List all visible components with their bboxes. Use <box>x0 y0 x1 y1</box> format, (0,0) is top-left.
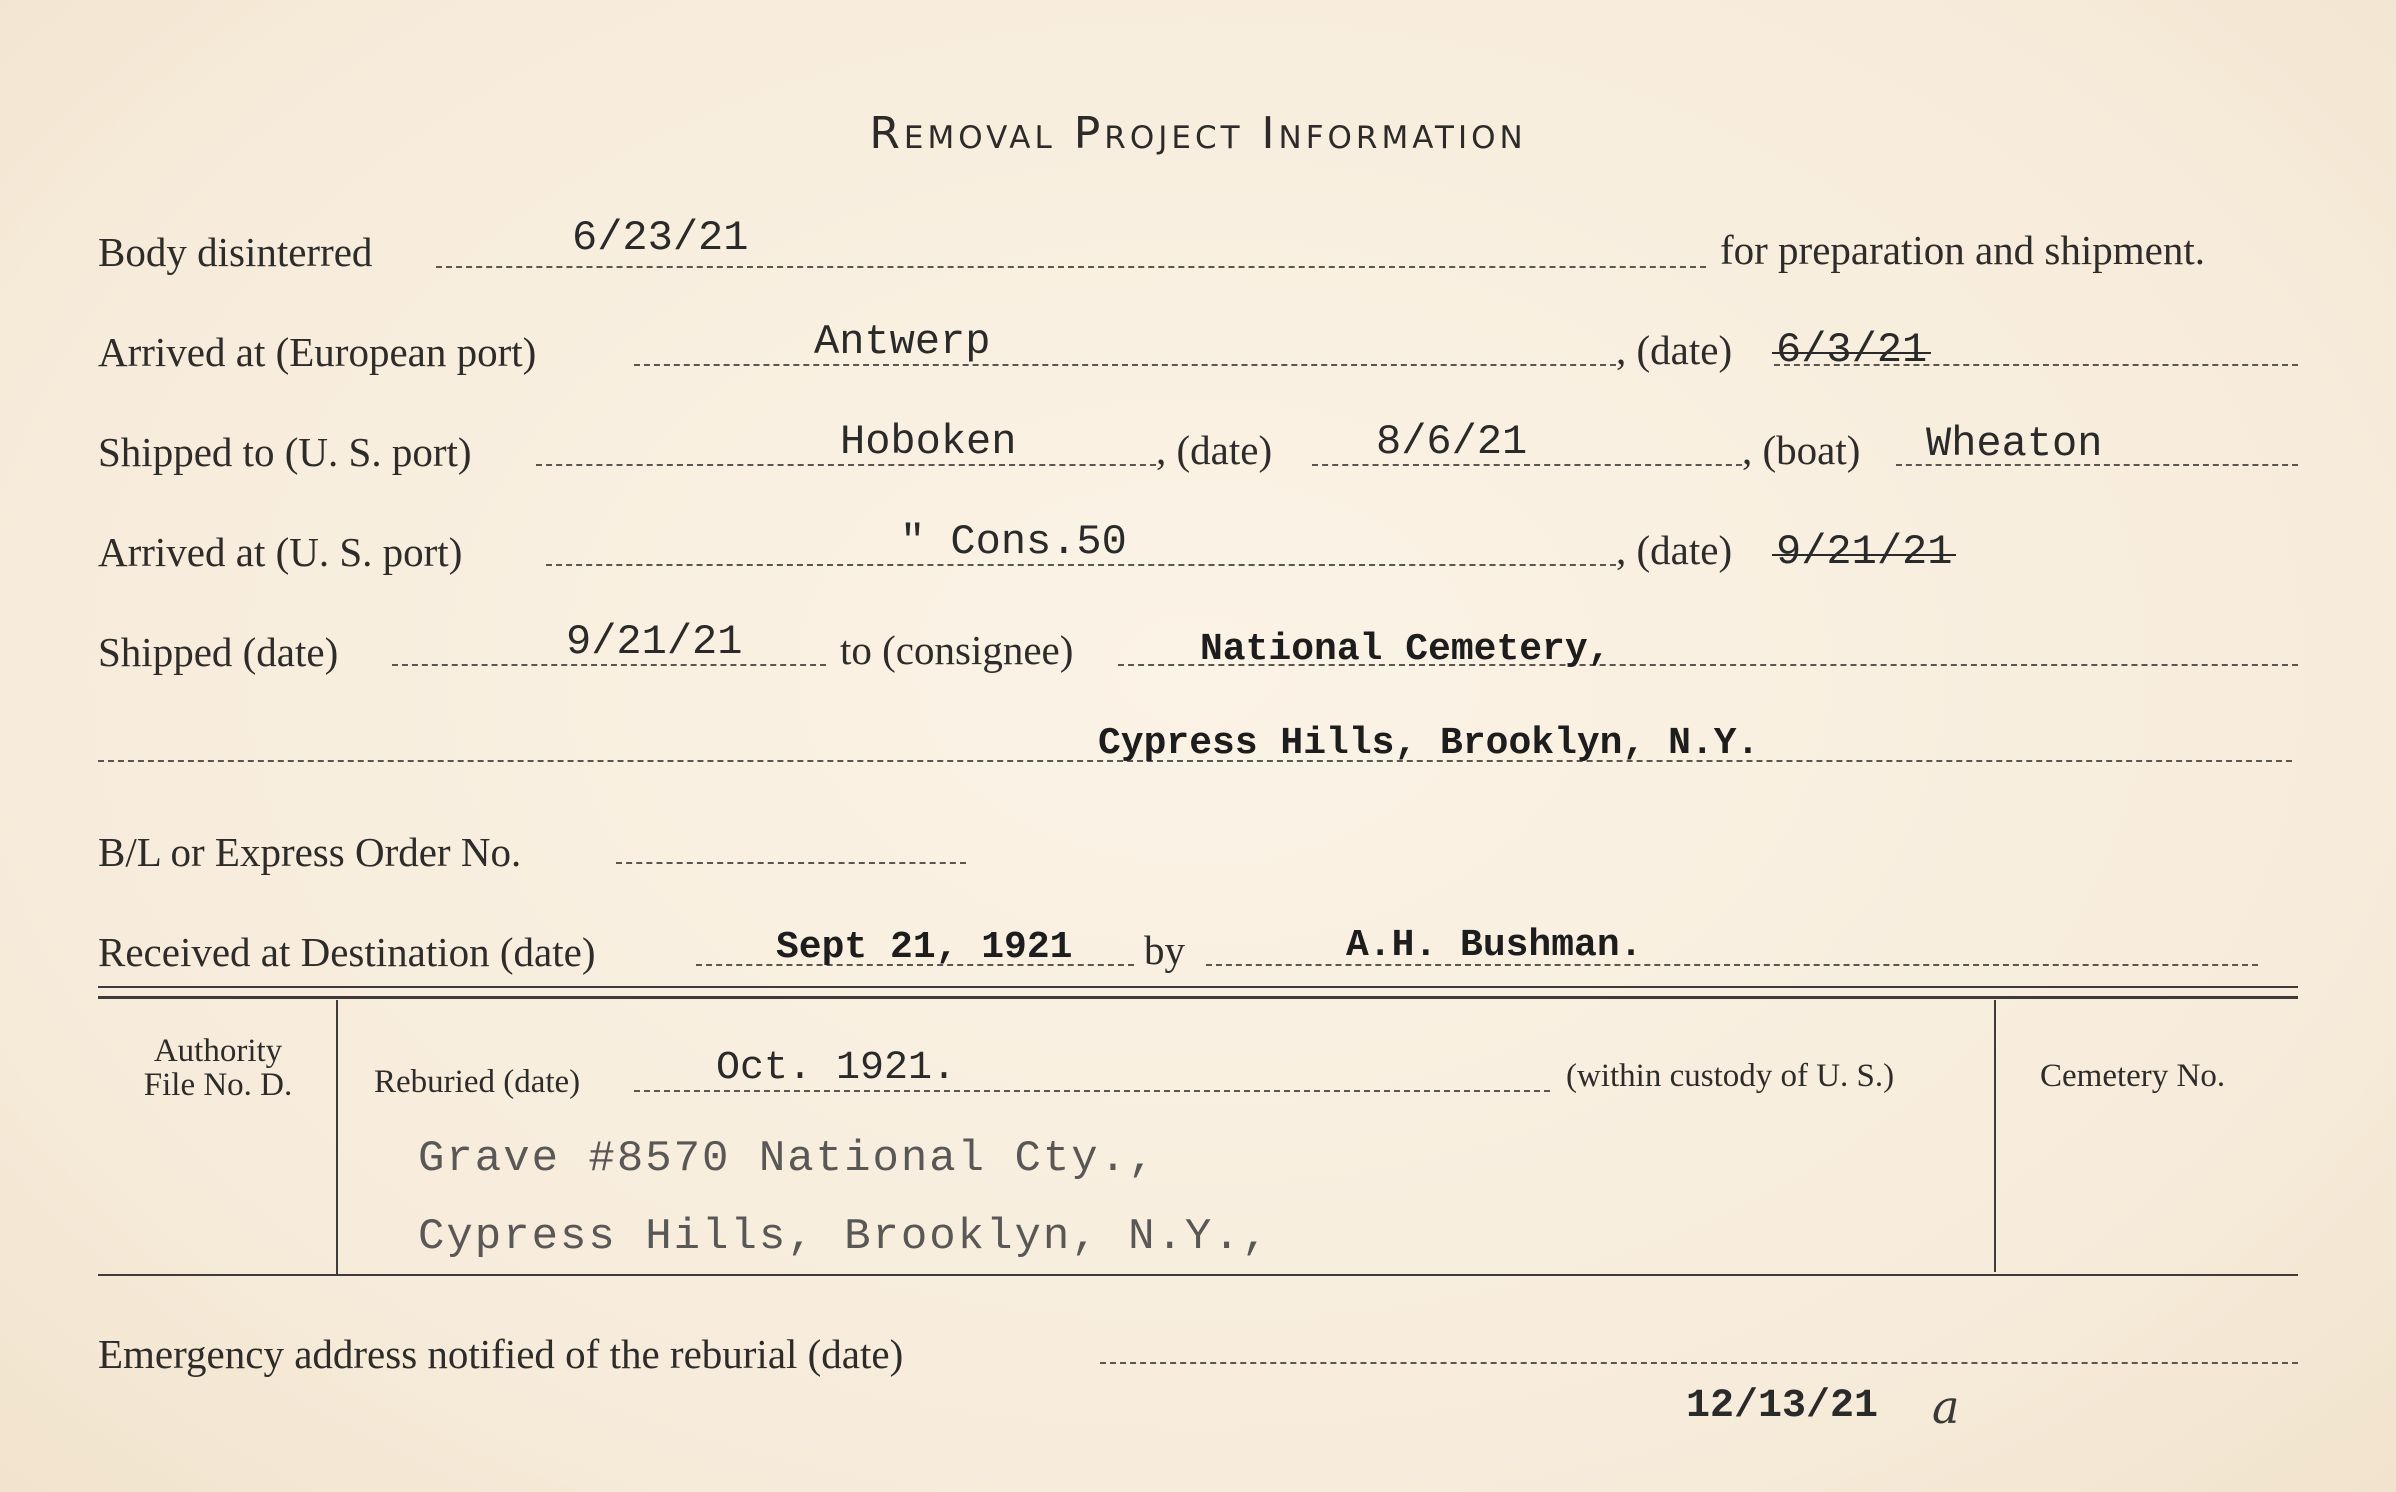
label-file-no: File No. D. <box>143 1067 293 1103</box>
value-us-port: Hoboken <box>840 418 1017 466</box>
line-european-port <box>634 364 1616 366</box>
line-bl-order <box>616 862 966 864</box>
label-european-port: Arrived at (European port) <box>98 329 537 375</box>
value-consignee-line2: Cypress Hills, Brooklyn, N.Y. <box>1098 722 1760 765</box>
label-boat: , (boat) <box>1742 427 1861 473</box>
label-received-by: by <box>1144 927 1185 973</box>
handwritten-mark: a <box>1932 1380 1960 1434</box>
box-divider-left <box>336 1000 338 1276</box>
box-bottom-rule <box>98 1274 2298 1276</box>
value-european-port: Antwerp <box>814 318 991 366</box>
label-arrived-us-date: , (date) <box>1616 527 1733 573</box>
label-shipped-date: Shipped (date) <box>98 629 339 675</box>
label-european-date: , (date) <box>1616 327 1733 373</box>
value-emergency-date: 12/13/21 <box>1686 1384 1879 1429</box>
value-us-date: 8/6/21 <box>1376 418 1528 466</box>
value-consignee-line1: National Cemetery, <box>1200 628 1611 671</box>
value-arrived-us-date: 9/21/21 <box>1776 528 1953 576</box>
label-preparation: for preparation and shipment. <box>1720 227 2206 273</box>
label-reburied: Reburied (date) <box>374 1064 581 1100</box>
value-shipped-date: 9/21/21 <box>566 618 743 666</box>
label-bl-order: B/L or Express Order No. <box>98 829 522 875</box>
value-arrived-us: " Cons.50 <box>900 518 1127 566</box>
value-grave-line2: Cypress Hills, Brooklyn, N.Y., <box>418 1212 1271 1262</box>
value-received-date: Sept 21, 1921 <box>776 926 1073 969</box>
box-divider-right <box>1994 1000 1996 1272</box>
card-title: Removal Project Information <box>869 108 1527 159</box>
line-emergency <box>1100 1362 2298 1364</box>
label-cemetery-no: Cemetery No. <box>2040 1058 2226 1094</box>
label-us-port: Shipped to (U. S. port) <box>98 429 472 475</box>
label-emergency: Emergency address notified of the reburial (date) <box>98 1331 904 1377</box>
value-grave-line1: Grave #8570 National Cty., <box>418 1134 1157 1184</box>
label-received: Received at Destination (date) <box>98 929 596 975</box>
value-boat: Wheaton <box>1926 420 2103 468</box>
label-consignee: to (consignee) <box>840 627 1074 673</box>
value-european-date: 6/3/21 <box>1776 326 1928 374</box>
label-us-date: , (date) <box>1156 427 1273 473</box>
value-european-date-wrap <box>1776 326 1927 374</box>
line-body-disinterred <box>436 266 1706 268</box>
label-custody: (within custody of U. S.) <box>1566 1058 1895 1094</box>
label-body-disinterred: Body disinterred <box>98 229 373 275</box>
label-authority: Authority <box>153 1033 283 1069</box>
label-authority-block <box>120 1034 316 1102</box>
value-arrived-us-date-wrap <box>1776 528 1952 576</box>
label-arrived-us: Arrived at (U. S. port) <box>98 529 463 575</box>
box-top-rule-1 <box>98 986 2298 988</box>
value-received-by: A.H. Bushman. <box>1346 924 1643 967</box>
value-body-disinterred: 6/23/21 <box>572 214 749 262</box>
box-top-rule-2 <box>98 996 2298 999</box>
value-reburied: Oct. 1921. <box>716 1046 957 1091</box>
